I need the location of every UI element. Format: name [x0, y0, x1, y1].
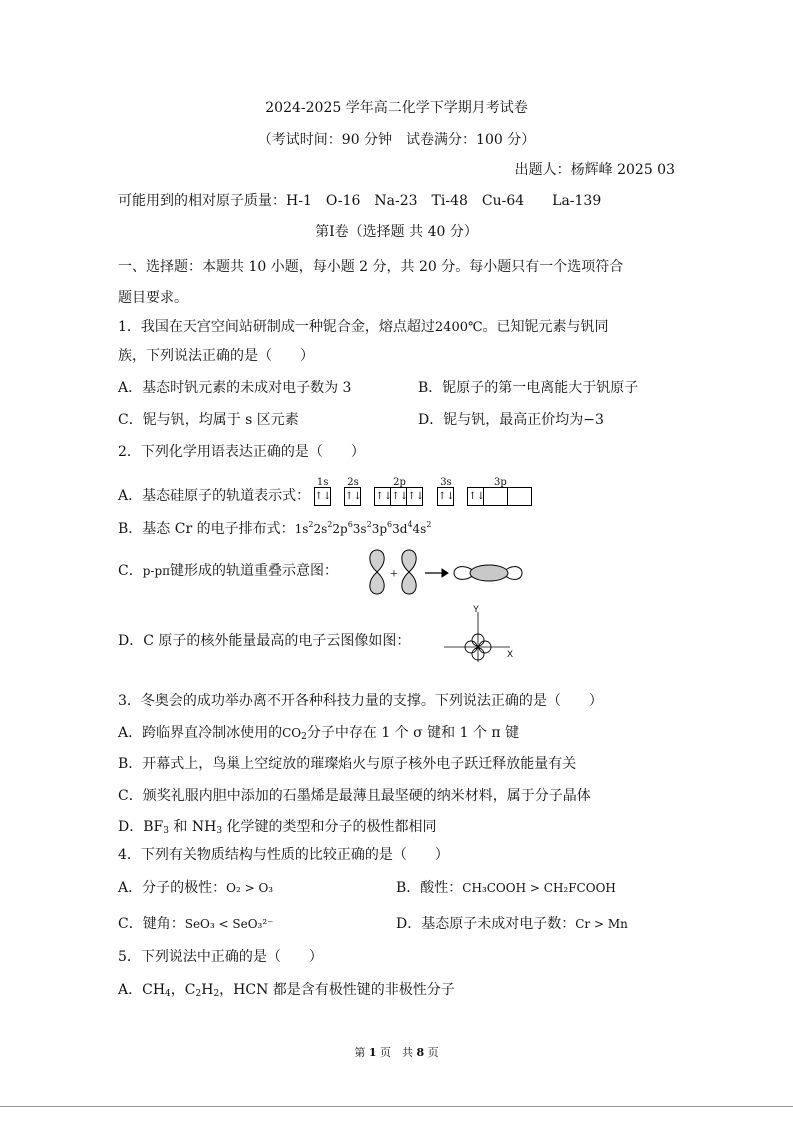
q4-option-c-text: C．键角： — [118, 916, 185, 932]
x-axis-label: X — [507, 649, 514, 659]
q2-option-b-text: B．基态 Cr 的电子排布式： — [118, 521, 295, 537]
exam-subtitle: （考试时间：90 分钟 试卷满分：100 分） — [257, 132, 536, 148]
q2-option-c — [118, 563, 338, 579]
arrow-icon — [425, 569, 448, 577]
q3-stem: 3．冬奥会的成功举办离不开各种科技力量的支撑。下列说法正确的是（ ） — [118, 693, 603, 709]
instructions-line1: 一、选择题：本题共 10 小题，每小题 2 分，共 20 分。每小题只有一个选项符合 — [118, 259, 624, 275]
ppi-term: p-pπ — [142, 564, 171, 578]
q4-option-c — [118, 916, 274, 932]
total-pages: 8 — [416, 1046, 425, 1059]
q2-option-a — [118, 477, 542, 506]
plus-sign: + — [390, 567, 398, 582]
q1-temperature: 2400℃ — [434, 320, 483, 335]
q2-option-d: D．C 原子的核外能量最高的电子云图像如图： — [118, 633, 411, 649]
orbital-1s — [314, 477, 332, 506]
q4-option-b-formula: CH₃COOH > CH₂FCOOH — [462, 881, 616, 895]
orbital-label-3s: 3s — [440, 477, 452, 488]
orbital-box: ↑↓ — [344, 487, 361, 506]
q3-option-a — [118, 725, 519, 745]
q2-option-a-text: A．基态硅原子的轨道表示式： — [118, 488, 311, 504]
q3-option-d: D．$BF_3$ 和 $NH_3$ 化学键的类型和分子的极性都相同 — [118, 819, 437, 836]
instructions-line2: 题目要求。 — [118, 290, 188, 306]
y-axis-label: Y — [473, 604, 480, 614]
author-line: 出题人：杨辉峰 2025 03 — [514, 162, 675, 178]
q4-option-c-formula: SeO₃ < SeO₃²⁻ — [184, 917, 274, 931]
orbital-box: ↑↓ — [314, 487, 331, 506]
q4-stem: 4．下列有关物质结构与性质的比较正确的是（ ） — [118, 847, 449, 863]
q1-option-b: B．铌原子的第一电离能大于钒原子 — [418, 380, 639, 396]
q2-option-b — [118, 517, 431, 537]
q2-option-c-text: 键形成的轨道重叠示意图： — [170, 563, 339, 579]
orbital-box: ↑↓ — [437, 487, 454, 506]
q4-option-d-text: D．基态原子未成对电子数： — [396, 916, 576, 932]
page-footer: 第 1 页 共 8 页 — [354, 1046, 439, 1059]
orbital-3p — [468, 477, 532, 506]
q1-option-a: A．基态时钒元素的未成对电子数为 3 — [118, 380, 352, 396]
q1-stem-text: 1．我国在天宫空间站研制成一种铌合金，熔点超过 — [118, 319, 435, 335]
q1-option-d — [418, 412, 604, 428]
orbital-3s — [437, 477, 455, 506]
q4-option-a — [118, 880, 273, 896]
q4-option-d — [396, 916, 628, 932]
co2-formula: $CO_2$ — [282, 726, 307, 742]
orbital-2p — [375, 477, 425, 506]
ppi-overlap-diagram — [362, 548, 524, 596]
orbital-box: ↑↓ — [374, 487, 391, 506]
q2-option-c-label: C． — [118, 563, 143, 579]
orbital-label-2s: 2s — [347, 477, 359, 488]
q1-stem-line2: 族，下列说法正确的是（ ） — [118, 348, 314, 364]
q1-option-d-text: D．铌与钒，最高正价均为 — [418, 412, 584, 428]
page-divider — [0, 1106, 793, 1107]
q3-option-c: C．颁奖礼服内胆中添加的石墨烯是最薄且最坚硬的纳米材料，属于分子晶体 — [118, 788, 591, 804]
q1-stem-text-b: 。已知铌元素与钒同 — [482, 319, 609, 335]
orbital-box: ↑↓ — [390, 487, 407, 506]
q2-stem: 2．下列化学用语表达正确的是（ ） — [118, 444, 365, 460]
orbital-label-3p: 3p — [494, 477, 507, 488]
electron-cloud-diagram — [440, 604, 520, 666]
q4-option-a-text: A．分子的极性： — [118, 880, 227, 896]
p-orbital-2 — [402, 550, 416, 594]
exam-title: 2024-2025 学年高二化学下学期月考试卷 — [265, 100, 528, 116]
p-orbital-1 — [370, 550, 384, 594]
q5-stem: 5．下列说法中正确的是（ ） — [118, 949, 323, 965]
pi-bond-orbital — [454, 565, 522, 581]
cr-electron-config: $1s^22s^22p^63s^23p^63d^44s^2$ — [294, 520, 432, 536]
q3-option-a-text: A．跨临界直冷制冰使用的 — [118, 725, 283, 741]
orbital-label-1s: 1s — [316, 477, 329, 488]
orbital-box: ↑↓ — [406, 487, 423, 506]
section-title: 第Ⅰ卷（选择题 共 40 分） — [315, 224, 478, 240]
orbital-label-2p: 2p — [393, 477, 406, 488]
q3-option-a-text-b: 分子中存在 1 个 σ 键和 1 个 π 键 — [306, 725, 520, 741]
q4-option-a-formula: O₂ > O₃ — [226, 881, 274, 895]
atomic-masses: 可能用到的相对原子质量：H-1 O-16 Na-23 Ti-48 Cu-64 La-139 — [118, 193, 602, 209]
q1-stem-line1 — [118, 319, 609, 336]
q4-option-d-formula: Cr > Mn — [575, 917, 628, 931]
current-page: 1 — [368, 1046, 377, 1059]
q3-option-b: B．开幕式上，鸟巢上空绽放的璀璨焰火与原子核外电子跃迁释放能量有关 — [118, 756, 577, 772]
q4-option-b — [396, 880, 616, 896]
q1-option-c: C．铌与钒，均属于 s 区元素 — [118, 412, 299, 428]
orbital-box: ↑↓ — [467, 487, 484, 506]
q5-option-a: A．$CH_4$，$C_2H_2$，HCN 都是含有极性键的非极性分子 — [118, 982, 455, 999]
q1-option-d-value: −3 — [583, 412, 604, 428]
orbital-2s — [345, 477, 362, 506]
q4-option-b-text: B．酸性： — [396, 880, 463, 896]
